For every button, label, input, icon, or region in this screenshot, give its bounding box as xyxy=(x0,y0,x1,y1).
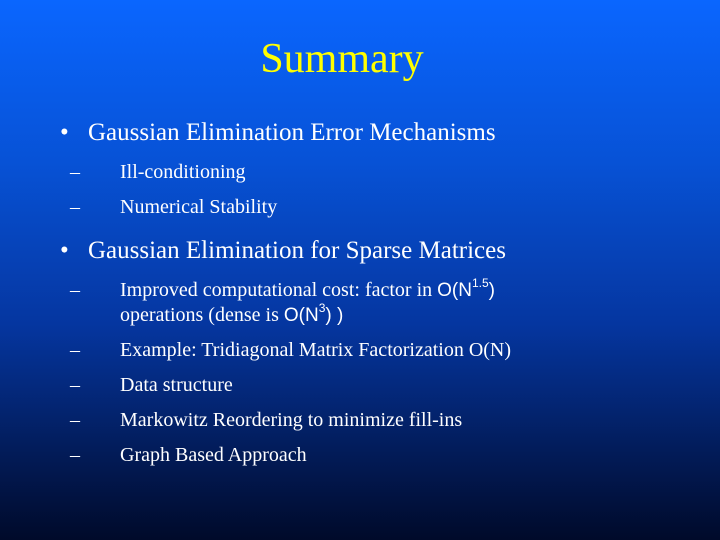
subitem-text: Data structure xyxy=(120,374,233,396)
dense-exponent: 3 xyxy=(318,301,326,315)
dense-close: ) ) xyxy=(325,305,344,326)
subitem-numerical-stability xyxy=(60,195,700,220)
sub-dash: – xyxy=(70,196,80,218)
slide-title: Summary xyxy=(260,36,424,82)
sub-dash: – xyxy=(70,409,80,431)
subitem-text: Example: Tridiagonal Matrix Factorization O(N) xyxy=(120,339,512,361)
sub-dash: – xyxy=(70,374,80,396)
bullet-text: Gaussian Elimination for Sparse Matrices xyxy=(88,237,506,264)
subitem-graph-approach xyxy=(60,443,700,468)
subitem-markowitz xyxy=(60,408,700,433)
subitem-ill-conditioning xyxy=(60,160,700,185)
subitem-tridiagonal-example xyxy=(60,338,700,363)
bullet-text: Gaussian Elimination Error Mechanisms xyxy=(88,119,496,146)
bullet-sparse-matrices xyxy=(60,236,700,266)
cost-text: Improved computational cost: factor in xyxy=(120,279,438,301)
cost-order: O(N xyxy=(437,280,472,301)
bullet-dot: • xyxy=(60,237,69,264)
bullet-error-mechanisms xyxy=(60,118,700,148)
sub-dash: – xyxy=(70,279,80,301)
subitem-computational-cost xyxy=(60,278,700,328)
dense-order: O(N xyxy=(283,305,319,326)
sub-dash: – xyxy=(70,161,80,183)
sub-dash: – xyxy=(70,444,80,466)
bullet-dot: • xyxy=(60,119,69,146)
bullet-list xyxy=(60,118,700,468)
sub-dash: – xyxy=(70,339,80,361)
cost-close: ) xyxy=(488,280,495,301)
subitem-text: Graph Based Approach xyxy=(120,444,307,466)
cost-dense-text: operations (dense is xyxy=(120,304,284,326)
subitem-text: Numerical Stability xyxy=(120,196,278,218)
cost-exponent: 1.5 xyxy=(471,276,489,290)
subitem-text: Ill-conditioning xyxy=(120,161,246,183)
subitem-data-structure xyxy=(60,373,700,398)
subitem-text: Markowitz Reordering to minimize fill-ins xyxy=(120,409,463,431)
